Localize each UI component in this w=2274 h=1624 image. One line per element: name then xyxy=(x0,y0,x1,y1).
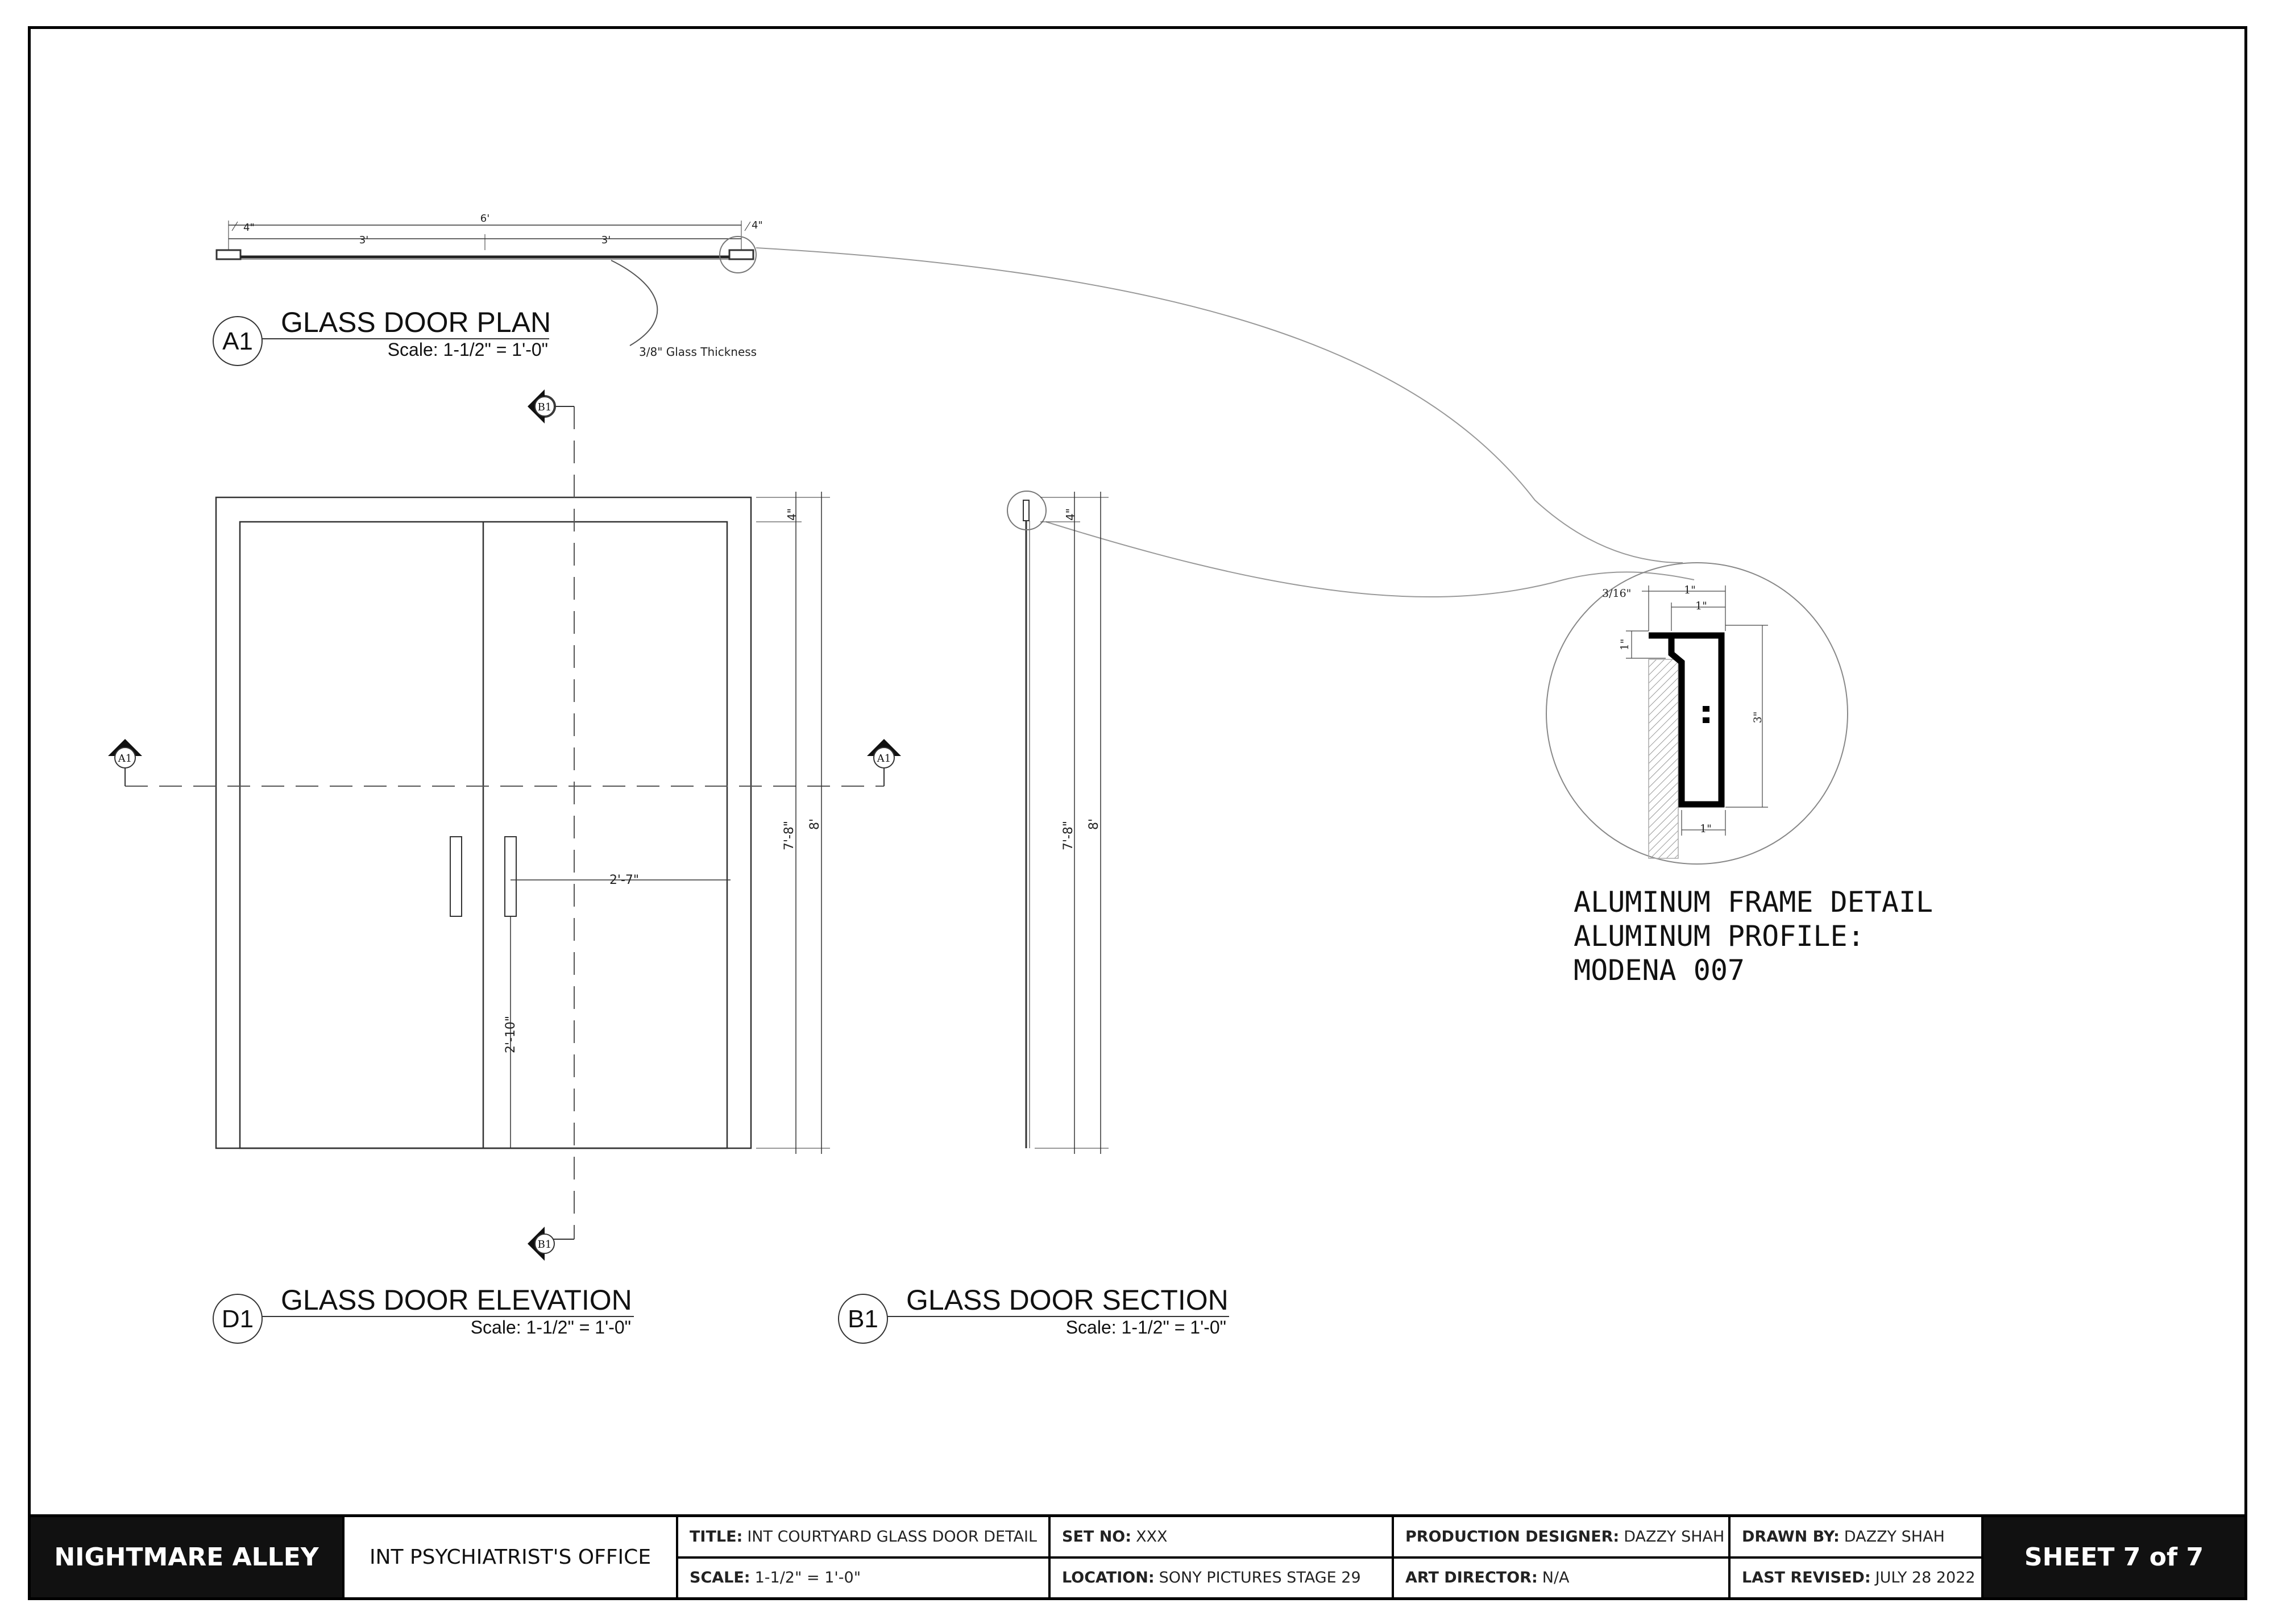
set-no-label: SET NO: xyxy=(1062,1527,1132,1546)
pd-label: PRODUCTION DESIGNER: xyxy=(1405,1527,1620,1546)
detail-title-line-2: ALUMINUM PROFILE: xyxy=(1574,920,1865,953)
title-row xyxy=(678,1517,1048,1559)
plan-marker: A1 xyxy=(222,327,253,355)
detail-dim-lip: 1" xyxy=(1619,638,1631,651)
set-no-value: XXX xyxy=(1136,1527,1168,1546)
plan-dim-frame-right: 4" xyxy=(752,219,763,231)
section-tag-b1-top xyxy=(528,389,555,423)
elev-dim-overall: 8' xyxy=(808,818,822,830)
plan-title: GLASS DOOR PLAN xyxy=(281,306,551,338)
scale-label: SCALE: xyxy=(690,1569,750,1587)
plan-glass-leader xyxy=(611,260,657,346)
detail-title-line-3: MODENA 007 xyxy=(1574,954,1745,987)
detail-title-line-1: ALUMINUM FRAME DETAIL xyxy=(1574,886,1933,919)
elevation-scale: Scale: 1-1/2" = 1'-0" xyxy=(470,1317,631,1338)
drawn-cell xyxy=(1731,1517,1983,1597)
section-dim-top: 4" xyxy=(1064,508,1077,521)
set-name: INT PSYCHIATRIST'S OFFICE xyxy=(345,1517,678,1597)
designer-cell xyxy=(1394,1517,1731,1597)
door-handle-left xyxy=(450,837,462,916)
plan-frame-right xyxy=(729,250,753,259)
plan-dim-left: 3' xyxy=(359,234,369,246)
section-leader-curve xyxy=(1046,522,1694,597)
revised-label: LAST REVISED: xyxy=(1742,1569,1871,1587)
detail-leader-curve xyxy=(756,248,1683,563)
svg-text:B1: B1 xyxy=(537,1239,552,1251)
ad-row xyxy=(1394,1559,1728,1598)
drawn-label: DRAWN BY: xyxy=(1742,1527,1840,1546)
elevation-title-block xyxy=(213,1284,634,1343)
section-tag-a1-left xyxy=(108,739,142,768)
detail-dim-wall: 3/16" xyxy=(1602,587,1632,600)
section-title-block xyxy=(839,1284,1229,1343)
location-value: SONY PICTURES STAGE 29 xyxy=(1159,1569,1361,1587)
section-dim-door-height: 7'-8" xyxy=(1061,820,1076,851)
elevation-title: GLASS DOOR ELEVATION xyxy=(281,1284,632,1316)
plan-glass-note: 3/8" Glass Thickness xyxy=(639,345,757,359)
plan-scale: Scale: 1-1/2" = 1'-0" xyxy=(387,339,548,360)
elev-dim-handle-offset: 2'-7" xyxy=(609,873,640,887)
section-tag-b1-bottom xyxy=(528,1227,554,1261)
set-location-cell xyxy=(1051,1517,1394,1597)
section-title: GLASS DOOR SECTION xyxy=(906,1284,1229,1316)
elevation-view xyxy=(125,406,884,1239)
location-label: LOCATION: xyxy=(1062,1569,1155,1587)
ad-label: ART DIRECTOR: xyxy=(1405,1569,1538,1587)
title-label: TITLE: xyxy=(690,1527,743,1546)
plan-dim-overall: 6' xyxy=(480,213,490,225)
scale-value: 1-1/2" = 1'-0" xyxy=(754,1569,861,1587)
sheet-number: SHEET 7 of 7 xyxy=(1983,1517,2244,1597)
plan-view xyxy=(217,221,1683,563)
pd-value: DAZZY SHAH xyxy=(1624,1527,1725,1546)
elevation-marker: D1 xyxy=(221,1305,254,1333)
section-frame-head xyxy=(1023,500,1029,521)
section-view xyxy=(1007,491,1694,1154)
scale-row xyxy=(678,1559,1048,1598)
detail-dim-top-inner: 1" xyxy=(1695,600,1707,612)
section-dim-overall: 8' xyxy=(1087,818,1101,830)
pd-row xyxy=(1394,1517,1728,1559)
detail-dim-bottom: 1" xyxy=(1700,823,1712,835)
frame-detail xyxy=(1546,563,1933,987)
title-block xyxy=(28,1514,2247,1600)
drawn-row xyxy=(1731,1517,1981,1559)
plan-dim-right: 3' xyxy=(601,234,611,246)
drawn-value: DAZZY SHAH xyxy=(1844,1527,1945,1546)
elev-dim-door-height: 7'-8" xyxy=(782,820,796,851)
set-no-row xyxy=(1051,1517,1392,1559)
elev-dim-top: 4" xyxy=(785,508,799,521)
plan-title-block xyxy=(213,306,551,365)
plan-frame-left xyxy=(217,250,240,259)
elev-dim-handle-height: 2'-10" xyxy=(504,1015,518,1054)
ad-value: N/A xyxy=(1542,1569,1570,1587)
door-handle-right xyxy=(505,837,516,916)
revised-value: JULY 28 2022 xyxy=(1875,1569,1976,1587)
project-name: NIGHTMARE ALLEY xyxy=(31,1517,345,1597)
title-scale-cell xyxy=(678,1517,1051,1597)
section-marker: B1 xyxy=(848,1305,878,1333)
svg-text:A1: A1 xyxy=(118,753,132,765)
revised-row xyxy=(1731,1559,1981,1598)
plan-detail-callout xyxy=(720,236,756,273)
detail-glass-hatch xyxy=(1649,659,1678,858)
detail-dim-height: 3" xyxy=(1752,711,1764,724)
section-tag-a1-right xyxy=(867,739,901,768)
plan-dim-frame-left: 4" xyxy=(243,222,255,234)
svg-text:A1: A1 xyxy=(877,753,891,765)
title-value: INT COURTYARD GLASS DOOR DETAIL xyxy=(747,1527,1037,1546)
detail-dim-top-outer: 1" xyxy=(1684,584,1696,596)
location-row xyxy=(1051,1559,1392,1598)
section-scale: Scale: 1-1/2" = 1'-0" xyxy=(1065,1317,1226,1338)
svg-text:B1: B1 xyxy=(537,401,552,413)
